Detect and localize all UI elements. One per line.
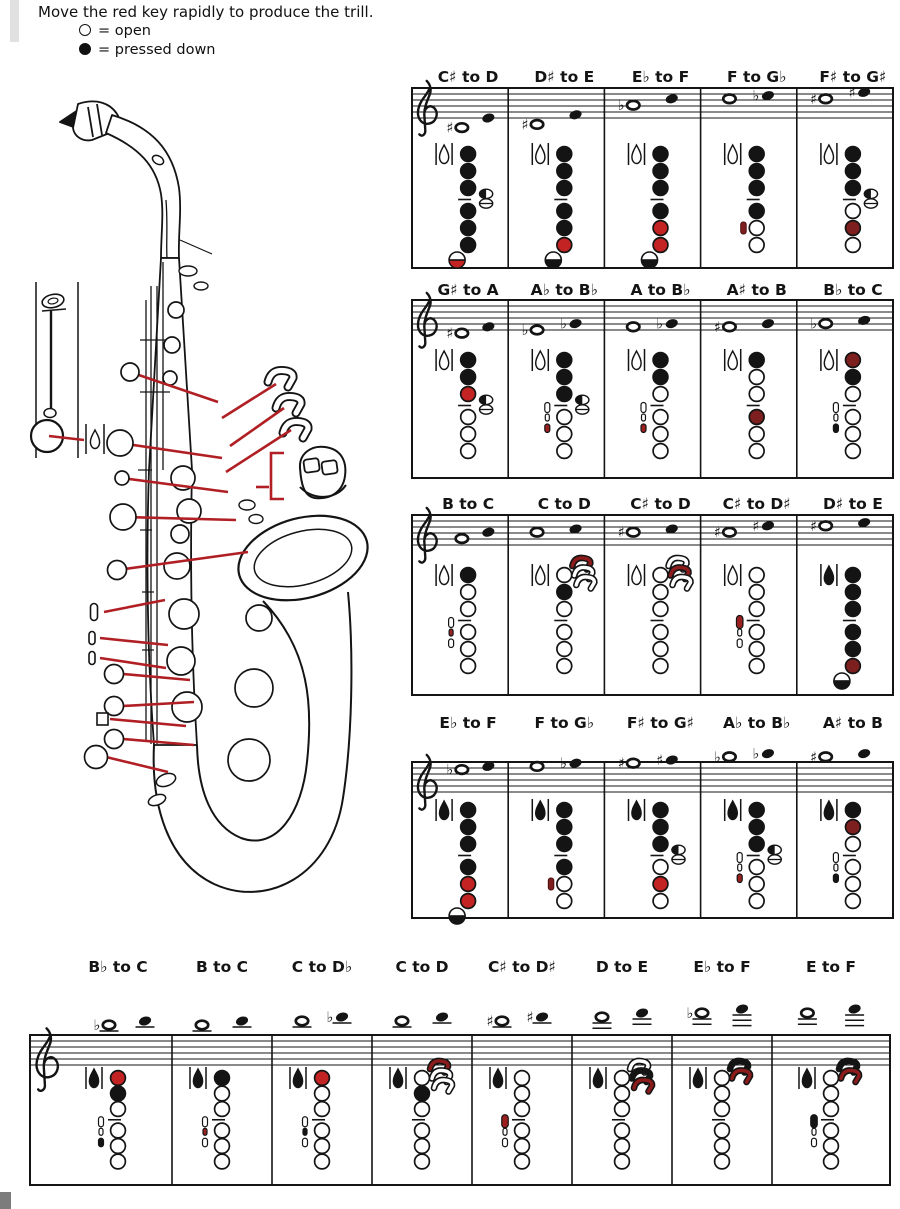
svg-text:♯: ♯ xyxy=(521,117,529,134)
trill-cell-D♯-to-E xyxy=(522,68,595,268)
trill-label: F♯ to G♯ xyxy=(819,68,887,86)
trill-label: C♯ to D♯ xyxy=(722,495,791,513)
trill-label: C♯ to D xyxy=(630,495,691,513)
svg-text:♭: ♭ xyxy=(521,323,529,339)
trill-label: E to F xyxy=(805,958,857,976)
trill-label: C to D xyxy=(537,495,591,513)
trill-cell-B♭-to-C xyxy=(86,958,155,1169)
trill-label: F to G♭ xyxy=(726,68,787,86)
svg-text:♭: ♭ xyxy=(752,746,760,763)
svg-text:♯: ♯ xyxy=(446,120,454,137)
trill-cell-B-to-C xyxy=(190,958,252,1169)
trill-label: C♯ to D xyxy=(437,68,499,86)
trill-label: D to E xyxy=(595,958,649,976)
trill-label: A to B♭ xyxy=(630,281,691,299)
trill-cell-C-to-D xyxy=(531,495,594,673)
svg-text:♯: ♯ xyxy=(486,1014,494,1030)
trill-label: D♯ to E xyxy=(534,68,595,86)
svg-text:♯: ♯ xyxy=(713,319,721,336)
trill-row-1 xyxy=(412,68,893,268)
svg-text:♭: ♭ xyxy=(656,316,664,333)
svg-text:♯: ♯ xyxy=(752,518,760,535)
trill-label: A♯ to B xyxy=(726,281,787,299)
trill-label: B♭ to C xyxy=(823,281,883,299)
trill-cell-B-to-C xyxy=(436,495,495,673)
trill-row-4 xyxy=(412,714,893,924)
trill-label: G♯ to A xyxy=(437,281,499,299)
trill-label: E♭ to F xyxy=(439,714,497,732)
svg-text:♭: ♭ xyxy=(93,1018,101,1034)
svg-text:♭: ♭ xyxy=(560,756,568,773)
svg-text:♯: ♯ xyxy=(848,85,856,102)
trill-label: C to D xyxy=(395,958,449,976)
svg-text:♭: ♭ xyxy=(714,749,721,766)
trill-row-2 xyxy=(412,281,893,478)
trill-label: E♭ to F xyxy=(693,958,751,976)
trill-label: E♭ to F xyxy=(631,68,690,86)
trill-cell-C-to-D♭ xyxy=(290,958,352,1169)
trill-cell-E♭-to-F xyxy=(436,714,497,924)
trill-cell-B♭-to-C xyxy=(810,281,882,458)
legend-open-label: = open xyxy=(98,23,151,39)
svg-text:♭: ♭ xyxy=(446,762,454,779)
trill-cell-C♯-to-D♯ xyxy=(714,495,791,673)
svg-text:♯: ♯ xyxy=(810,91,818,108)
trill-cell-F-to-G♭ xyxy=(723,68,786,252)
svg-text:♭: ♭ xyxy=(326,1010,334,1026)
svg-text:♯: ♯ xyxy=(617,756,625,773)
trill-label: A♭ to B♭ xyxy=(723,714,791,732)
trill-label: C♯ to D♯ xyxy=(487,958,557,976)
trill-label: C to D♭ xyxy=(291,958,353,976)
svg-text:♯: ♯ xyxy=(810,749,818,766)
trill-cell-E-to-F xyxy=(798,958,864,1169)
svg-text:♯: ♯ xyxy=(617,525,625,542)
trill-label: A♭ to B♭ xyxy=(530,281,598,299)
trill-cell-A♭-to-B♭ xyxy=(522,281,598,458)
trill-cell-A-to-B♭ xyxy=(627,281,690,458)
trill-cell-C♯-to-D xyxy=(436,68,498,268)
saxophone-illustration xyxy=(60,101,377,891)
svg-text:♭: ♭ xyxy=(686,1006,694,1022)
instruction-text: Move the red key rapidly to produce the trill. xyxy=(38,3,374,21)
svg-text:♯: ♯ xyxy=(810,518,818,535)
legend-pressed-label: = pressed down xyxy=(98,42,216,58)
trill-label: B to C xyxy=(442,495,495,513)
trill-cell-A♭-to-B♭ xyxy=(714,714,790,908)
trill-cell-D-to-E xyxy=(590,958,652,1169)
trill-cell-F-to-G♭ xyxy=(531,714,594,908)
octave-key-inset xyxy=(31,282,104,458)
trill-cell-A♯-to-B xyxy=(810,714,883,908)
svg-text:♯: ♯ xyxy=(713,525,721,542)
trill-label: F♯ to G♯ xyxy=(626,714,695,732)
svg-text:♭: ♭ xyxy=(810,316,818,333)
trill-label: B♭ to C xyxy=(88,958,148,976)
trill-cell-D♯-to-E xyxy=(810,495,883,689)
scan-artifact xyxy=(10,0,19,42)
trill-cell-C♯-to-D xyxy=(618,495,691,673)
svg-text:♭: ♭ xyxy=(617,98,625,115)
scan-artifact xyxy=(0,1192,11,1209)
trill-label: D♯ to E xyxy=(822,495,883,513)
trill-label: B to C xyxy=(195,958,249,976)
svg-text:♯: ♯ xyxy=(526,1010,534,1026)
svg-text:♭: ♭ xyxy=(752,88,760,105)
trill-cell-E♭-to-F xyxy=(687,958,752,1169)
trill-row-5 xyxy=(30,958,890,1185)
trill-cell-G♯-to-A xyxy=(436,281,499,458)
svg-text:♭: ♭ xyxy=(560,316,568,333)
trill-cell-F♯-to-G♯ xyxy=(810,68,886,252)
trill-cell-C-to-D xyxy=(390,958,452,1169)
trill-cell-C♯-to-D♯ xyxy=(486,958,556,1169)
trill-row-3 xyxy=(412,495,893,695)
trill-cell-A♯-to-B xyxy=(714,281,787,458)
trill-label: F to G♭ xyxy=(534,714,595,732)
trill-cell-F♯-to-G♯ xyxy=(618,714,694,908)
trill-cell-E♭-to-F xyxy=(618,68,689,268)
svg-text:♯: ♯ xyxy=(656,753,664,769)
svg-text:♯: ♯ xyxy=(446,326,454,343)
trill-label: A♯ to B xyxy=(822,714,883,732)
